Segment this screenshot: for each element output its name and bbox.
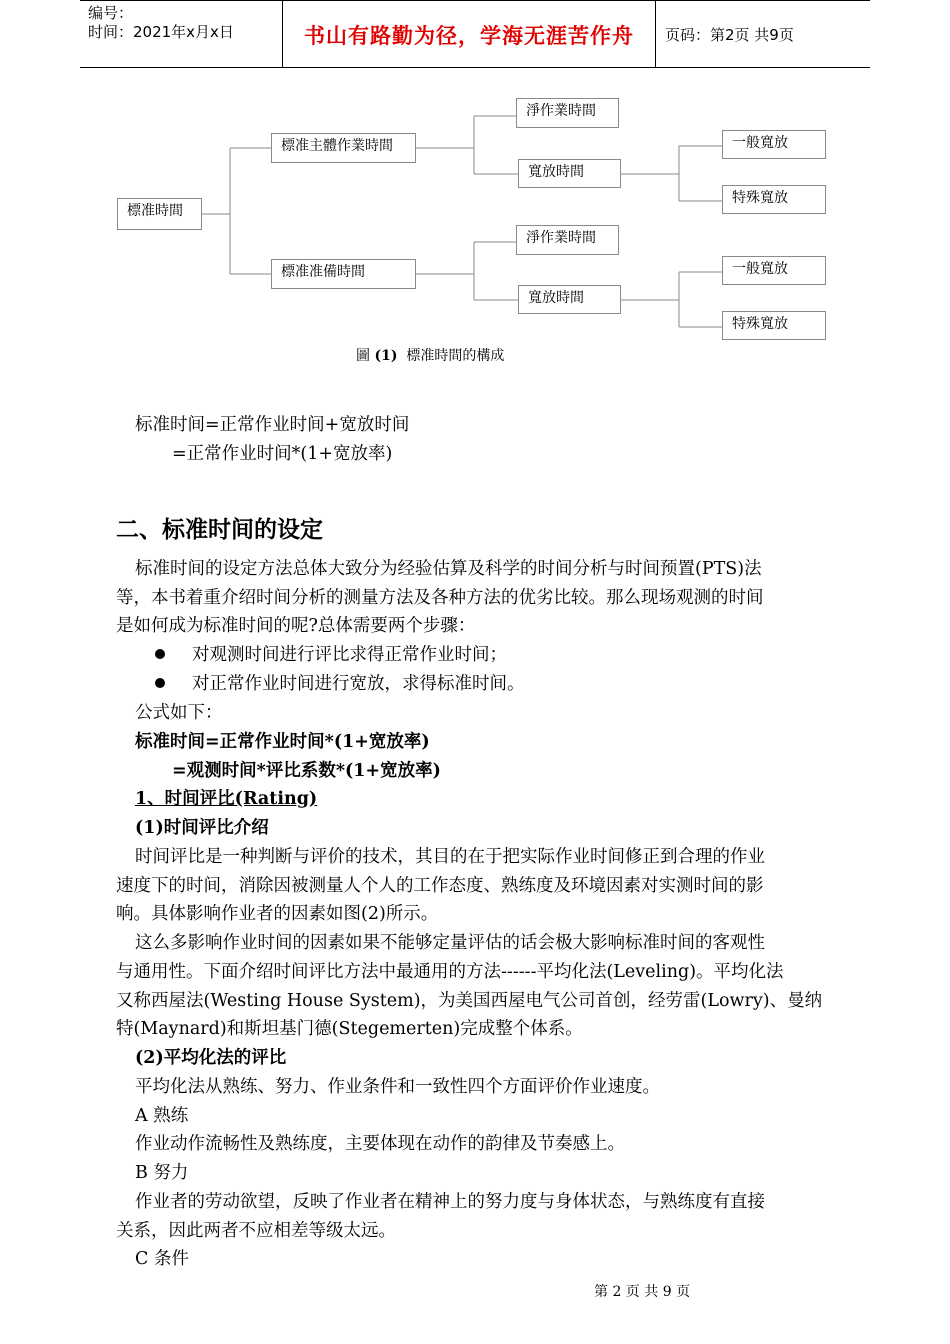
item-label: C 条件 <box>135 1249 189 1269</box>
diagram-node-net-work-time: 淨作業時間 <box>516 98 619 128</box>
paragraph-line: 是如何成为标准时间的呢?总体需要两个步骤： <box>116 616 476 636</box>
paragraph-line: 作业者的劳动欲望，反映了作业者在精神上的努力度与身体状态，与熟练度有直接 <box>135 1192 765 1212</box>
formula-line-bold: 标准时间=正常作业时间*(1+宽放率) <box>135 732 430 752</box>
bullet-item: 对正常作业时间进行宽放，求得标准时间。 <box>192 674 525 694</box>
header-page-number: 页码：第2页 共9页 <box>665 26 794 44</box>
subsection-heading: 1、时间评比(Rating) <box>135 789 318 809</box>
item-label: A 熟练 <box>135 1106 189 1126</box>
page-footer: 第 2 页 共 9 页 <box>594 1284 691 1300</box>
diagram-node-general-allowance: 一般寬放 <box>722 256 826 285</box>
section-heading: 二、标准时间的设定 <box>116 517 323 543</box>
diagram-node-prep-time: 標准准備時間 <box>271 259 416 289</box>
paragraph-line: 速度下的时间，消除因被测量人个人的工作态度、熟练度及环境因素对实测时间的影 <box>116 876 764 896</box>
diagram-node-standard-time: 標准時間 <box>117 198 202 230</box>
formula-line: =正常作业时间*(1+宽放率) <box>172 444 393 464</box>
paragraph-line: 关系，因此两者不应相差等级太远。 <box>116 1221 396 1241</box>
paragraph-line: 标准时间的设定方法总体大致分为经验估算及科学的时间分析与时间预置(PTS)法 <box>135 559 762 579</box>
bullet-icon <box>155 678 165 688</box>
formula-line: 标准时间=正常作业时间+宽放时间 <box>135 415 410 435</box>
bullet-item: 对观测时间进行评比求得正常作业时间； <box>192 645 507 665</box>
diagram-node-main-body-time: 標准主體作業時間 <box>271 133 416 163</box>
diagram-node-general-allowance: 一般寬放 <box>722 130 826 159</box>
paragraph-line: 响。具体影响作业者的因素如图(2)所示。 <box>116 904 439 924</box>
caption-number: (1) <box>374 348 398 364</box>
diagram-node-allowance-time: 寬放時間 <box>518 159 621 188</box>
formula-line-bold: =观测时间*评比系数*(1+宽放率) <box>172 761 441 781</box>
header-motto: 书山有路勤为径，学海无涯苦作舟 <box>304 24 634 48</box>
caption-prefix: 圖 <box>356 348 370 364</box>
document-date: 时间：2021年x月x日 <box>88 23 234 41</box>
figure-caption <box>356 345 504 365</box>
caption-text: 標准時間的構成 <box>406 348 505 364</box>
formula-intro: 公式如下： <box>135 703 223 723</box>
item-label: B 努力 <box>135 1163 189 1183</box>
document-number-label: 编号： <box>88 4 134 22</box>
bullet-icon <box>155 649 165 659</box>
diagram-node-special-allowance: 特殊寬放 <box>722 311 826 340</box>
subsection-heading: (2)平均化法的评比 <box>135 1048 287 1068</box>
diagram-node-allowance-time: 寬放時間 <box>518 285 621 314</box>
paragraph-line: 特(Maynard)和斯坦基门德(Stegemerten)完成整个体系。 <box>116 1019 583 1039</box>
paragraph-line: 时间评比是一种判断与评价的技术，其目的在于把实际作业时间修正到合理的作业 <box>135 847 765 867</box>
paragraph-line: 作业动作流畅性及熟练度，主要体现在动作的韵律及节奏感上。 <box>135 1134 625 1154</box>
diagram-node-net-work-time: 淨作業時間 <box>516 225 619 255</box>
subsection-heading: (1)时间评比介绍 <box>135 818 269 838</box>
diagram-node-special-allowance: 特殊寬放 <box>722 185 826 214</box>
paragraph-line: 这么多影响作业时间的因素如果不能够定量评估的话会极大影响标准时间的客观性 <box>135 933 765 953</box>
paragraph-line: 平均化法从熟练、努力、作业条件和一致性四个方面评价作业速度。 <box>135 1077 660 1097</box>
paragraph-line: 与通用性。下面介绍时间评比方法中最通用的方法------平均化法(Leveling)。平均化法 <box>116 962 784 982</box>
paragraph-line: 等，本书着重介绍时间分析的测量方法及各种方法的优劣比较。那么现场观测的时间 <box>116 588 764 608</box>
paragraph-line: 又称西屋法(Westing House System)，为美国西屋电气公司首创，经劳雷(Lowry)、曼纳 <box>116 991 823 1011</box>
